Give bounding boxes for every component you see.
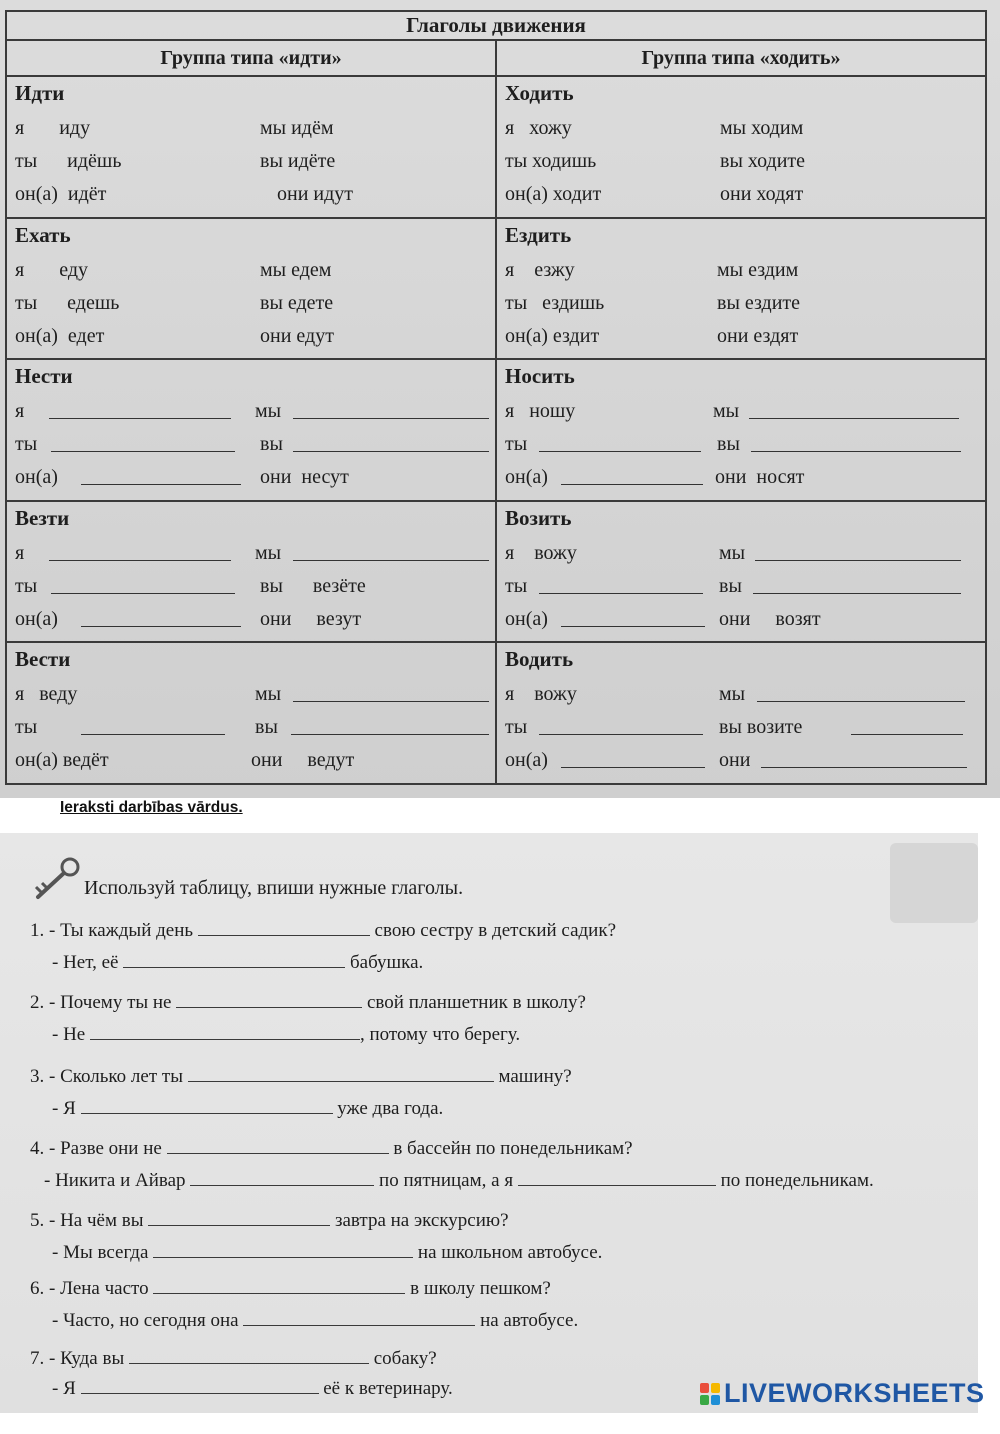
exercise-title: Используй таблицу, впиши нужные глаголы. [84, 877, 464, 899]
conj-form: он(а) ездит [505, 324, 600, 347]
question-text: 4. - Разве они не [30, 1138, 162, 1159]
verb-infinitive: Вести [15, 647, 71, 672]
blank-line [51, 575, 235, 594]
answer-blank[interactable] [243, 1309, 475, 1326]
verb-cell [6, 359, 496, 501]
conj-form: вы [717, 433, 740, 456]
verb-infinitive: Нести [15, 364, 73, 389]
conj-form: вы [719, 574, 742, 597]
blank-line [81, 608, 241, 627]
conj-form: они ведут [251, 749, 355, 772]
question-text: 6. - Лена часто [30, 1278, 149, 1299]
conj-form: вы едете [260, 291, 334, 314]
exercise-line [30, 1137, 633, 1160]
verb-infinitive: Ехать [15, 222, 71, 247]
conj-form: они везут [260, 607, 362, 630]
conj-form: мы [713, 400, 740, 423]
verb-cell [6, 218, 496, 360]
conj-form: вы идёте [260, 150, 336, 173]
conj-form: мы [255, 400, 282, 423]
conj-form: они носят [715, 466, 805, 489]
blank-line [49, 542, 231, 561]
conj-form: мы [719, 683, 746, 706]
blank-line [851, 716, 963, 735]
verb-cell [6, 642, 496, 784]
exercise-line [30, 919, 616, 942]
question-text: 3. - Сколько лет ты [30, 1066, 183, 1087]
conj-form: я езжу [505, 258, 575, 281]
conj-form: они [719, 749, 751, 772]
answer-text: - Мы всегда [52, 1242, 149, 1263]
exercise-line [52, 1241, 602, 1264]
blank-line [753, 575, 961, 594]
conj-form: вы везёте [260, 574, 366, 597]
verb-infinitive: Водить [505, 647, 574, 672]
answer-text: по понедельникам. [720, 1170, 874, 1191]
conj-form: я вожу [505, 541, 577, 564]
blank-line [291, 716, 489, 735]
conj-form: я еду [15, 258, 88, 281]
liveworksheets-watermark [700, 1378, 985, 1409]
exercise-line [52, 1309, 578, 1332]
exercise-line [52, 951, 423, 974]
verb-cell [496, 359, 986, 501]
answer-text: - Часто, но сегодня она [52, 1310, 239, 1331]
exercise-line [30, 1065, 572, 1088]
question-text: 5. - На чём вы [30, 1210, 144, 1231]
conj-form: вы возите [719, 716, 803, 739]
exercise-line [30, 1209, 509, 1232]
conj-form: он(а) [505, 607, 548, 630]
exercise-line [52, 1023, 520, 1046]
verb-infinitive: Носить [505, 364, 575, 389]
conj-form: мы идём [260, 117, 334, 140]
verb-infinitive: Идти [15, 81, 65, 106]
conj-form: мы едем [260, 258, 332, 281]
question-text: машину? [498, 1066, 572, 1087]
blank-line [539, 433, 701, 452]
conj-form: они несут [260, 466, 349, 489]
blank-line [755, 542, 961, 561]
conj-form: я хожу [505, 117, 572, 140]
verbs-of-motion-table [5, 10, 987, 785]
answer-blank[interactable] [167, 1137, 389, 1154]
answer-blank[interactable] [81, 1097, 333, 1114]
conj-form: ты ходишь [505, 150, 597, 173]
answer-text: по пятницам, а я [379, 1170, 514, 1191]
conj-form: ты [505, 574, 528, 597]
conj-form: вы ходите [720, 150, 806, 173]
conj-form: мы ходим [720, 117, 804, 140]
blank-line [757, 683, 965, 702]
conj-form: вы [255, 716, 278, 739]
conj-form: ты [505, 716, 528, 739]
conj-form: он(а) едет [15, 324, 105, 347]
liveworksheets-logo-icon [700, 1383, 720, 1405]
answer-text: на школьном автобусе. [417, 1242, 603, 1263]
answer-text: , потому что берегу. [359, 1024, 521, 1045]
verb-cell [496, 501, 986, 643]
conj-form: он(а) [505, 749, 548, 772]
answer-blank[interactable] [153, 1277, 405, 1294]
verb-cell [496, 642, 986, 784]
blank-line [761, 749, 967, 768]
conj-form: вы ездите [717, 291, 801, 314]
answer-text: уже два года. [337, 1098, 444, 1119]
conj-form: мы ездим [717, 258, 799, 281]
conj-form: он(а) ходит [505, 183, 602, 206]
exercise-line [52, 1097, 443, 1120]
exercise-line [30, 991, 586, 1014]
conj-form: он(а) идёт [15, 183, 107, 206]
answer-blank[interactable] [190, 1169, 374, 1186]
conj-form: они ходят [720, 183, 804, 206]
conj-form: они ездят [717, 324, 799, 347]
exercise-line [30, 1277, 551, 1300]
question-text: свою сестру в детский садик? [374, 920, 617, 941]
answer-blank[interactable] [153, 1241, 413, 1258]
blank-line [749, 400, 959, 419]
answer-text: на автобусе. [480, 1310, 579, 1331]
conj-form: мы [255, 541, 282, 564]
answer-text: - Я [52, 1098, 76, 1119]
conj-form: я вожу [505, 683, 577, 706]
column-header-idti: Группа типа «идти» [6, 40, 496, 76]
verb-infinitive: Ходить [505, 81, 574, 106]
blank-line [751, 433, 961, 452]
exercise-line [44, 1169, 874, 1192]
verb-cell [6, 501, 496, 643]
show-through-shape [890, 843, 978, 923]
answer-blank[interactable] [81, 1377, 319, 1394]
blank-line [561, 749, 705, 768]
question-text: в школу пешком? [410, 1278, 551, 1299]
question-text: завтра на экскурсию? [334, 1210, 509, 1231]
answer-text: - Я [52, 1378, 76, 1399]
blank-line [293, 433, 489, 452]
conj-form: я веду [15, 683, 78, 706]
conj-form: он(а) [15, 607, 58, 630]
question-text: 1. - Ты каждый день [30, 920, 194, 941]
question-text: собаку? [373, 1348, 437, 1369]
blank-line [539, 716, 703, 735]
answer-blank[interactable] [198, 919, 370, 936]
conj-form: они возят [719, 607, 821, 630]
conj-form: он(а) [15, 466, 58, 489]
answer-text: - Никита и Айвар [44, 1170, 186, 1191]
conj-form: я [15, 541, 25, 564]
answer-blank[interactable] [518, 1169, 716, 1186]
verb-infinitive: Везти [15, 505, 70, 530]
key-icon [30, 857, 82, 901]
table-title: Глаголы движения [6, 11, 986, 40]
answer-blank[interactable] [129, 1347, 369, 1364]
conj-form: они едут [260, 324, 334, 347]
question-text: в бассейн по понедельникам? [393, 1138, 633, 1159]
watermark-text: LIVEWORKSHEETS [724, 1378, 985, 1408]
blank-line [81, 466, 241, 485]
answer-blank[interactable] [90, 1023, 360, 1040]
question-text: свой планшетник в школу? [367, 992, 586, 1013]
conj-form: мы [255, 683, 282, 706]
column-header-khodit: Группа типа «ходить» [496, 40, 986, 76]
blank-line [49, 400, 231, 419]
blank-line [293, 683, 489, 702]
conj-form: ты ездишь [505, 291, 605, 314]
verb-cell [496, 76, 986, 218]
conj-form: они идут [277, 183, 354, 206]
question-text: 2. - Почему ты не [30, 992, 172, 1013]
conj-form: я ношу [505, 400, 576, 423]
conj-form: ты идёшь [15, 150, 122, 173]
conj-form: ты [15, 433, 38, 456]
conj-form: он(а) [505, 466, 548, 489]
instruction-link[interactable]: Ieraksti darbības vārdus. [60, 799, 243, 816]
conj-form: я иду [15, 117, 91, 140]
blank-line [81, 716, 225, 735]
answer-text: бабушка. [349, 952, 424, 973]
exercise-line [52, 1377, 453, 1400]
exercise-line [30, 1347, 437, 1370]
verb-infinitive: Возить [505, 505, 572, 530]
conj-form: он(а) ведёт [15, 749, 109, 772]
answer-blank[interactable] [176, 991, 362, 1008]
answer-text: - Не [52, 1024, 86, 1045]
blank-line [561, 466, 703, 485]
answer-blank[interactable] [188, 1065, 494, 1082]
blank-line [539, 575, 703, 594]
blank-line [293, 400, 489, 419]
conj-form: ты [505, 433, 528, 456]
answer-blank[interactable] [148, 1209, 330, 1226]
blank-line [51, 433, 235, 452]
answer-blank[interactable] [123, 951, 345, 968]
conj-form: ты [15, 716, 38, 739]
blank-line [561, 608, 705, 627]
conj-form: мы [719, 541, 746, 564]
conj-form: я [15, 400, 25, 423]
conj-form: ты [15, 574, 38, 597]
answer-text: - Нет, её [52, 952, 119, 973]
verb-infinitive: Ездить [505, 222, 572, 247]
conj-form: ты едешь [15, 291, 120, 314]
verb-cell [496, 218, 986, 360]
exercise-photo [0, 833, 978, 1413]
answer-text: её к ветеринару. [323, 1378, 453, 1399]
conj-form: вы [260, 433, 283, 456]
question-text: 7. - Куда вы [30, 1348, 125, 1369]
blank-line [293, 542, 489, 561]
verb-cell [6, 76, 496, 218]
